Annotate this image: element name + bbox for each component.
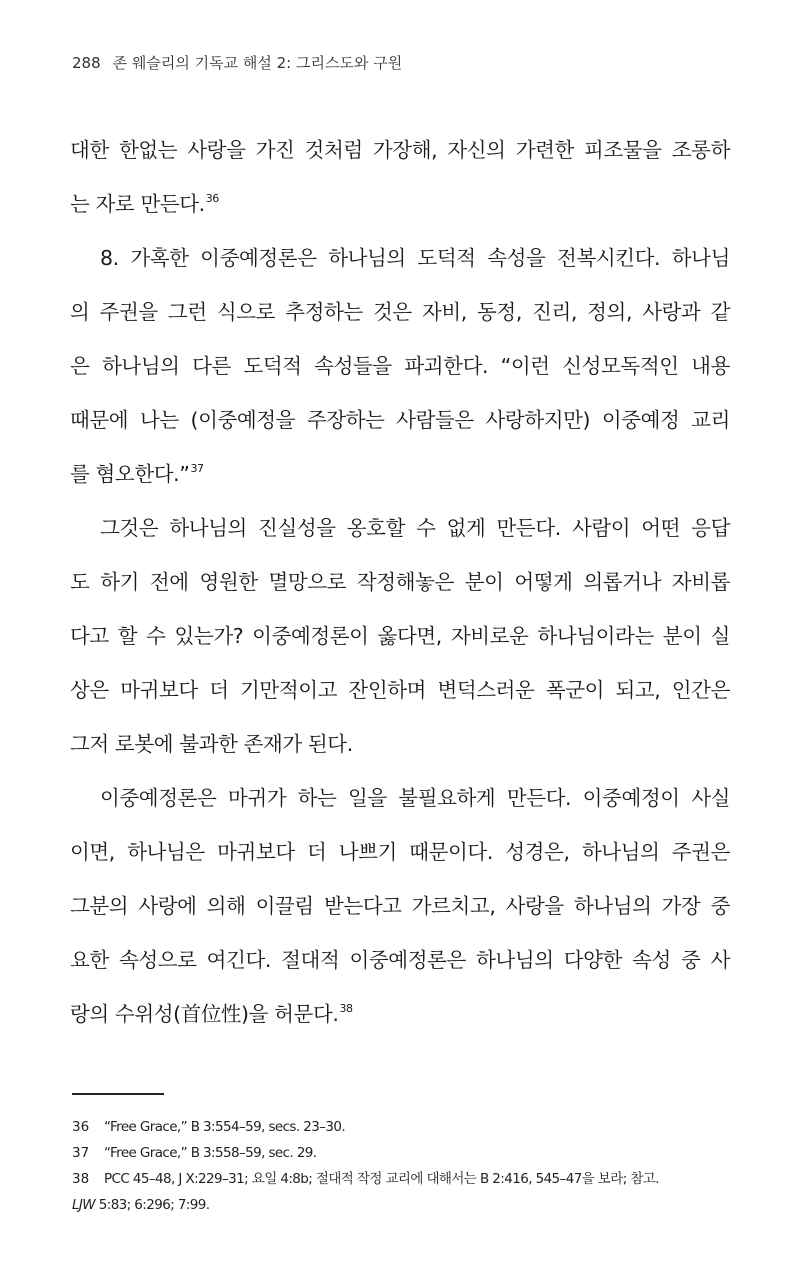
footnote-text: “Free Grace,” B 3:558–59, sec. 29. [104, 1145, 317, 1161]
footnote-text: “Free Grace,” B 3:554–59, secs. 23–30. [104, 1119, 346, 1135]
footnote-divider [72, 1093, 164, 1095]
line-text: 를 혐오한다.” [70, 462, 190, 486]
text-line: 도 하기 전에 영원한 멸망으로 작정해놓은 분이 어떻게 의롭거나 자비롭 [70, 570, 730, 594]
footnote-number: 36 [72, 1119, 90, 1135]
footnote-text: 5:83; 6:296; 7:99. [95, 1197, 210, 1213]
text-line [70, 987, 730, 1041]
footnote-37 [72, 1140, 730, 1166]
running-title: 존 웨슬리의 기독교 해설 2: 그리스도와 구원 [112, 54, 403, 72]
text-line [70, 447, 730, 501]
text-line: 요한 속성으로 여긴다. 절대적 이중예정론은 하나님의 다양한 속성 중 사 [70, 948, 730, 972]
footnote-number: 37 [72, 1145, 90, 1161]
text-line: 은 하나님의 다른 도덕적 속성들을 파괴한다. “이런 신성모독적인 내용 [70, 354, 730, 378]
text-line: 상은 마귀보다 더 기만적이고 잔인하며 변덕스러운 폭군이 되고, 인간은 [70, 678, 730, 702]
paragraph [70, 501, 730, 771]
text-line [70, 177, 730, 231]
running-header [72, 52, 402, 73]
text-line: 이면, 하나님은 마귀보다 더 나쁘기 때문이다. 성경은, 하나님의 주권은 [70, 840, 730, 864]
footnote-ref-37[interactable]: 37 [190, 462, 204, 475]
footnote-italic-source: LJW [72, 1197, 96, 1213]
text-line: 그분의 사랑에 의해 이끌림 받는다고 가르치고, 사랑을 하나님의 가장 중 [70, 894, 730, 918]
text-line: 대한 한없는 사랑을 가진 것처럼 가장해, 자신의 가련한 피조물을 조롱하 [70, 138, 730, 162]
text-line: 때문에 나는 (이중예정을 주장하는 사람들은 사랑하지만) 이중예정 교리 [70, 408, 730, 432]
line-text: 는 자로 만든다. [70, 192, 205, 216]
footnote-ref-38[interactable]: 38 [339, 1002, 353, 1015]
body-text [70, 123, 730, 1041]
text-line: 그것은 하나님의 진실성을 옹호할 수 없게 만든다. 사람이 어떤 응답 [100, 516, 730, 540]
paragraph [70, 123, 730, 231]
footnote-38-continuation [72, 1192, 730, 1218]
text-line: 그저 로봇에 불과한 존재가 된다. [70, 732, 353, 756]
text-line: 다고 할 수 있는가? 이중예정론이 옳다면, 자비로운 하나님이라는 분이 실 [70, 624, 730, 648]
footnotes [72, 1114, 730, 1218]
footnote-36 [72, 1114, 730, 1140]
page-number: 288 [72, 54, 101, 72]
text-line: 이중예정론은 마귀가 하는 일을 불필요하게 만든다. 이중예정이 사실 [100, 786, 730, 810]
footnote-ref-36[interactable]: 36 [205, 192, 219, 205]
paragraph [70, 231, 730, 501]
line-text: 랑의 수위성(首位性)을 허문다. [70, 1002, 339, 1026]
paragraph [70, 771, 730, 1041]
text-line: 8. 가혹한 이중예정론은 하나님의 도덕적 속성을 전복시킨다. 하나님 [100, 246, 730, 270]
footnote-38 [72, 1166, 730, 1192]
footnote-text: PCC 45–48, J X:229–31; 요일 4:8b; 절대적 작정 교리에 대해서는 B 2:416, 545–47을 보라; 참고. [104, 1171, 659, 1187]
footnote-number: 38 [72, 1171, 90, 1187]
text-line: 의 주권을 그런 식으로 추정하는 것은 자비, 동정, 진리, 정의, 사랑과 같 [70, 300, 730, 324]
